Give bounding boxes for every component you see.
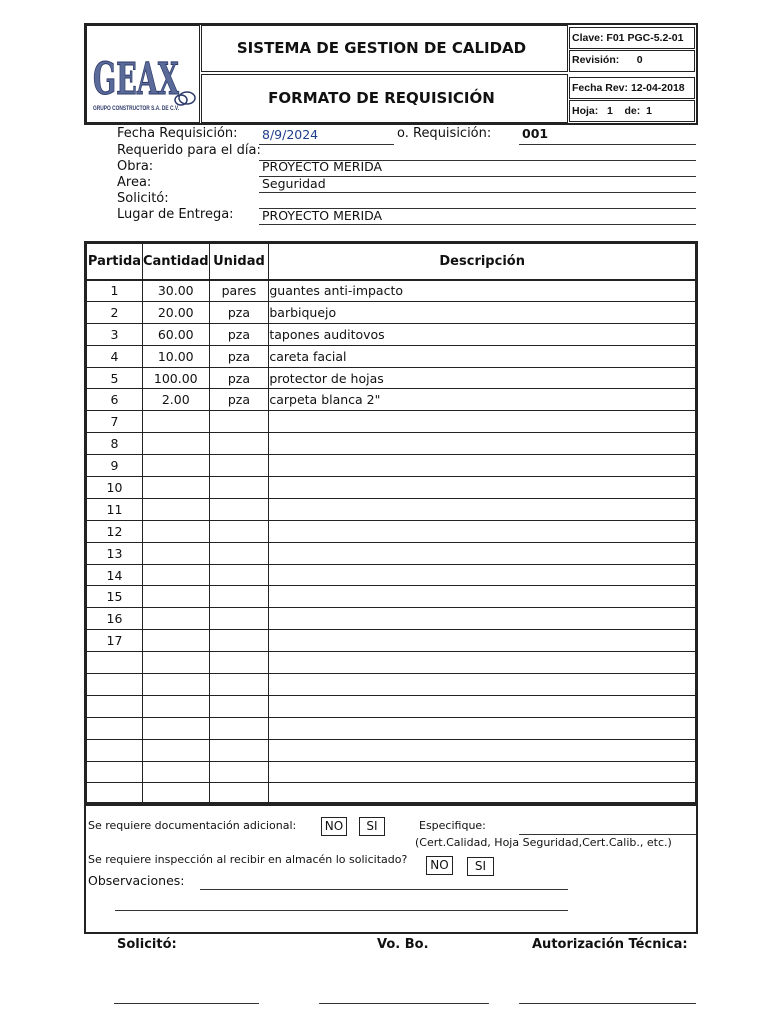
descripcion-cell[interactable] <box>269 761 696 783</box>
cantidad-cell[interactable] <box>142 477 209 499</box>
area-underline <box>259 192 696 193</box>
signature-autorizacion-label: Autorización Técnica: <box>532 937 688 952</box>
signature-line-vobo[interactable] <box>319 1003 489 1004</box>
unidad-cell[interactable]: pza <box>209 301 269 323</box>
table-row <box>87 389 696 411</box>
table-row <box>87 674 696 696</box>
no-underline <box>519 144 696 145</box>
partida-cell[interactable] <box>87 674 143 696</box>
table-row <box>87 345 696 367</box>
unidad-cell[interactable] <box>209 564 269 586</box>
partida-cell[interactable]: 9 <box>87 455 143 477</box>
observaciones-line-2[interactable] <box>115 910 568 911</box>
form-title: FORMATO DE REQUISICIÓN <box>268 89 495 107</box>
table-row <box>87 367 696 389</box>
partida-cell[interactable]: 15 <box>87 586 143 608</box>
cantidad-cell[interactable] <box>142 652 209 674</box>
unidad-cell[interactable] <box>209 477 269 499</box>
especifique-hint: (Cert.Calidad, Hoja Seguridad,Cert.Calib., etc.) <box>415 836 672 849</box>
table-row <box>87 586 696 608</box>
unidad-cell[interactable] <box>209 411 269 433</box>
partida-cell[interactable] <box>87 761 143 783</box>
partida-cell[interactable]: 11 <box>87 498 143 520</box>
table-body <box>87 280 696 805</box>
partida-cell[interactable]: 4 <box>87 345 143 367</box>
descripcion-cell[interactable] <box>269 739 696 761</box>
col-descripcion: Descripción <box>269 244 696 280</box>
cantidad-cell[interactable] <box>142 717 209 739</box>
table-row <box>87 433 696 455</box>
cantidad-cell[interactable]: 30.00 <box>142 280 209 302</box>
descripcion-cell[interactable] <box>269 455 696 477</box>
unidad-cell[interactable] <box>209 630 269 652</box>
cantidad-cell[interactable]: 60.00 <box>142 323 209 345</box>
descripcion-cell[interactable] <box>269 433 696 455</box>
col-cantidad: Cantidad <box>142 244 209 280</box>
unidad-cell[interactable] <box>209 783 269 805</box>
table-row <box>87 739 696 761</box>
cantidad-cell[interactable] <box>142 520 209 542</box>
area-label: Area: <box>117 175 152 190</box>
unidad-cell[interactable] <box>209 674 269 696</box>
no-requisicion-value[interactable]: 001 <box>522 126 549 141</box>
unidad-cell[interactable]: pza <box>209 323 269 345</box>
descripcion-cell[interactable]: careta facial <box>269 345 696 367</box>
cantidad-cell[interactable] <box>142 542 209 564</box>
cantidad-cell[interactable]: 100.00 <box>142 367 209 389</box>
requerido-label: Requerido para el día: <box>117 143 261 158</box>
descripcion-cell[interactable] <box>269 717 696 739</box>
unidad-cell[interactable] <box>209 542 269 564</box>
inspeccion-question: Se requiere inspección al recibir en almacén lo solicitado? <box>88 853 408 866</box>
unidad-cell[interactable] <box>209 498 269 520</box>
table-row <box>87 520 696 542</box>
cantidad-cell[interactable] <box>142 411 209 433</box>
table-header-row <box>87 244 696 280</box>
doc-si-checkbox[interactable]: SI <box>359 817 385 836</box>
unidad-cell[interactable] <box>209 520 269 542</box>
descripcion-cell[interactable] <box>269 674 696 696</box>
table-row <box>87 498 696 520</box>
partida-cell[interactable] <box>87 783 143 805</box>
table-row <box>87 323 696 345</box>
unidad-cell[interactable] <box>209 586 269 608</box>
descripcion-cell[interactable]: tapones auditovos <box>269 323 696 345</box>
fecha-requisicion-value[interactable]: 8/9/2024 <box>262 127 319 142</box>
cantidad-cell[interactable]: 20.00 <box>142 301 209 323</box>
descripcion-cell[interactable] <box>269 520 696 542</box>
unidad-cell[interactable] <box>209 433 269 455</box>
table-row <box>87 455 696 477</box>
partida-cell[interactable]: 3 <box>87 323 143 345</box>
cantidad-cell[interactable] <box>142 433 209 455</box>
geax-logo <box>91 36 197 116</box>
cantidad-cell[interactable] <box>142 761 209 783</box>
no-requisicion-label: o. Requisición: <box>397 126 492 141</box>
partida-cell[interactable]: 17 <box>87 630 143 652</box>
observaciones-label: Observaciones: <box>88 873 185 888</box>
descripcion-cell[interactable] <box>269 630 696 652</box>
signature-line-autorizacion[interactable] <box>519 1003 696 1004</box>
unidad-cell[interactable] <box>209 739 269 761</box>
unidad-cell[interactable]: pza <box>209 345 269 367</box>
table-row <box>87 608 696 630</box>
hoja-text: Hoja: 1 de: 1 <box>572 105 652 117</box>
unidad-cell[interactable] <box>209 608 269 630</box>
logo-text: GEAX <box>93 54 180 105</box>
lugar-entrega-value[interactable]: PROYECTO MERIDA <box>262 208 383 223</box>
items-table <box>86 243 696 805</box>
lugar-entrega-label: Lugar de Entrega: <box>117 207 234 222</box>
area-value[interactable]: Seguridad <box>262 176 326 191</box>
cantidad-cell[interactable] <box>142 455 209 477</box>
unidad-cell[interactable] <box>209 455 269 477</box>
table-row <box>87 301 696 323</box>
fecha-underline <box>259 144 394 145</box>
descripcion-cell[interactable] <box>269 542 696 564</box>
descripcion-cell[interactable] <box>269 564 696 586</box>
descripcion-cell[interactable] <box>269 695 696 717</box>
cantidad-cell[interactable] <box>142 498 209 520</box>
col-unidad: Unidad <box>209 244 269 280</box>
clave-text: Clave: F01 PGC-5.2-01 <box>572 32 684 44</box>
cantidad-cell[interactable] <box>142 783 209 805</box>
cantidad-cell[interactable] <box>142 695 209 717</box>
cantidad-cell[interactable]: 2.00 <box>142 389 209 411</box>
unidad-cell[interactable] <box>209 652 269 674</box>
descripcion-cell[interactable] <box>269 608 696 630</box>
descripcion-cell[interactable] <box>269 652 696 674</box>
obra-label: Obra: <box>117 159 154 174</box>
lugar-underline <box>259 224 696 225</box>
unidad-cell[interactable]: pares <box>209 280 269 302</box>
table-row <box>87 761 696 783</box>
table-row <box>87 630 696 652</box>
revision-text: Revisión: 0 <box>572 54 643 66</box>
signature-solicito-label: Solicitó: <box>117 937 177 952</box>
partida-cell[interactable]: 14 <box>87 564 143 586</box>
unidad-cell[interactable] <box>209 761 269 783</box>
doc-adicional-question: Se requiere documentación adicional: <box>88 819 297 832</box>
doc-no-checkbox[interactable]: NO <box>321 817 347 836</box>
partida-cell[interactable] <box>87 717 143 739</box>
logo-subtext: GRUPO CONSTRUCTOR S.A. DE C.V. <box>93 106 180 112</box>
unidad-cell[interactable] <box>209 695 269 717</box>
signature-vobo-label: Vo. Bo. <box>377 937 429 952</box>
table-row <box>87 477 696 499</box>
cantidad-cell[interactable] <box>142 564 209 586</box>
descripcion-cell[interactable] <box>269 586 696 608</box>
table-row <box>87 564 696 586</box>
obra-value[interactable]: PROYECTO MERIDA <box>262 159 383 174</box>
cantidad-cell[interactable] <box>142 630 209 652</box>
partida-cell[interactable]: 8 <box>87 433 143 455</box>
partida-cell[interactable]: 1 <box>87 280 143 302</box>
especifique-label: Especifique: <box>419 819 486 832</box>
descripcion-cell[interactable] <box>269 477 696 499</box>
partida-cell[interactable]: 2 <box>87 301 143 323</box>
table-row <box>87 783 696 805</box>
table-row <box>87 717 696 739</box>
descripcion-cell[interactable] <box>269 783 696 805</box>
fecha-requisicion-label: Fecha Requisición: <box>117 126 238 141</box>
table-row <box>87 411 696 433</box>
partida-cell[interactable]: 13 <box>87 542 143 564</box>
partida-cell[interactable]: 12 <box>87 520 143 542</box>
table-row <box>87 695 696 717</box>
inspeccion-no-checkbox[interactable]: NO <box>426 856 453 875</box>
table-row <box>87 542 696 564</box>
partida-cell[interactable] <box>87 739 143 761</box>
signature-line-solicito[interactable] <box>114 1003 259 1004</box>
solicito-label: Solicitó: <box>117 191 169 206</box>
partida-cell[interactable]: 5 <box>87 367 143 389</box>
cantidad-cell[interactable] <box>142 674 209 696</box>
cantidad-cell[interactable] <box>142 739 209 761</box>
cantidad-cell[interactable] <box>142 586 209 608</box>
logo-cell <box>86 25 200 123</box>
col-partida: Partida <box>87 244 143 280</box>
descripcion-cell[interactable]: protector de hojas <box>269 367 696 389</box>
inspeccion-si-checkbox[interactable]: SI <box>467 857 494 876</box>
unidad-cell[interactable]: pza <box>209 367 269 389</box>
cantidad-cell[interactable] <box>142 608 209 630</box>
partida-cell[interactable] <box>87 695 143 717</box>
especifique-underline <box>519 834 696 835</box>
unidad-cell[interactable]: pza <box>209 389 269 411</box>
table-row <box>87 652 696 674</box>
partida-cell[interactable]: 10 <box>87 477 143 499</box>
table-row <box>87 280 696 302</box>
unidad-cell[interactable] <box>209 717 269 739</box>
partida-cell[interactable]: 16 <box>87 608 143 630</box>
partida-cell[interactable]: 7 <box>87 411 143 433</box>
observaciones-line-1[interactable] <box>200 889 568 890</box>
cantidad-cell[interactable]: 10.00 <box>142 345 209 367</box>
descripcion-cell[interactable] <box>269 411 696 433</box>
system-title: SISTEMA DE GESTION DE CALIDAD <box>236 39 527 57</box>
fecha-rev-text: Fecha Rev: 12-04-2018 <box>572 82 685 94</box>
descripcion-cell[interactable]: carpeta blanca 2" <box>269 389 696 411</box>
partida-cell[interactable]: 6 <box>87 389 143 411</box>
descripcion-cell[interactable]: guantes anti-impacto <box>269 280 696 302</box>
partida-cell[interactable] <box>87 652 143 674</box>
descripcion-cell[interactable]: barbiquejo <box>269 301 696 323</box>
descripcion-cell[interactable] <box>269 498 696 520</box>
